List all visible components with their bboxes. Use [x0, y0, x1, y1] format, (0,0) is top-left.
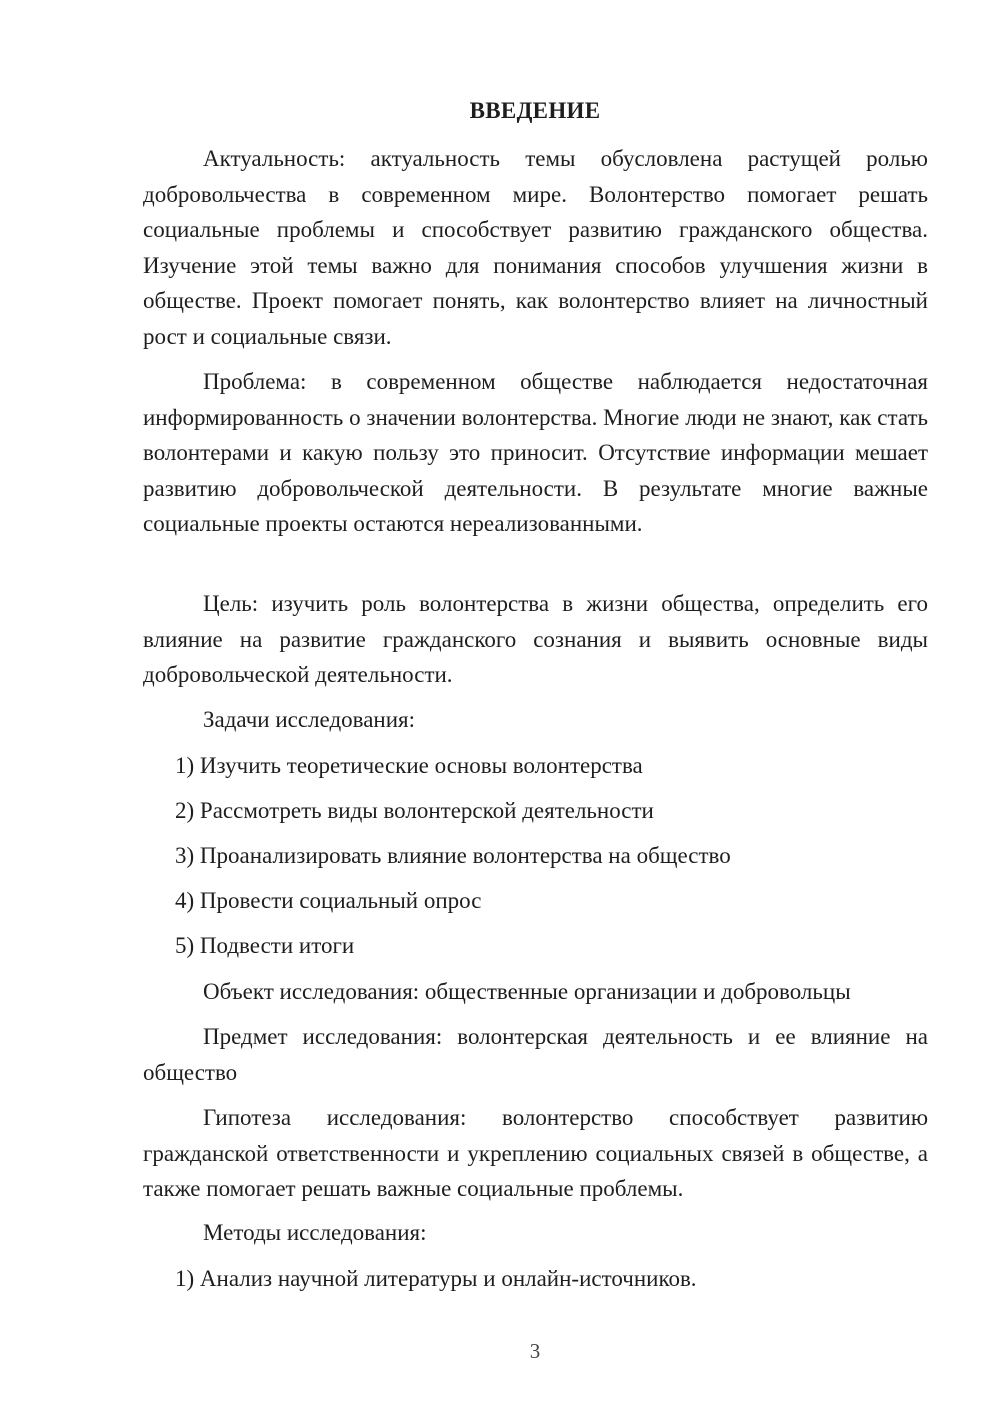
hypothesis-paragraph: Гипотеза исследования: волонтерство способствует развитию гражданской ответственности и укреплению социальных связей в обществе, а также помогает решать важные социальные проблемы.: [143, 1105, 928, 1201]
object-paragraph: Объект исследования: общественные организации и добровольцы: [203, 979, 851, 1004]
subject-paragraph: Предмет исследования: волонтерская деятельность и ее влияние на общество: [143, 1024, 928, 1085]
problem-paragraph: Проблема: в современном обществе наблюдается недостаточная информированность о значении волонтерства. Многие люди не знают, как стать волонтерами и какую пользу это приносит. Отсутствие информации мешает развитию добровольческой деятельности. В результате многие важные социальные проекты остаются нереализованными.: [143, 369, 928, 536]
task-item-5: 5) Подвести итоги: [175, 933, 355, 958]
task-item-2: 2) Рассмотреть виды волонтерской деятельности: [175, 798, 654, 823]
methods-heading: Методы исследования:: [203, 1220, 427, 1245]
task-item-4: 4) Провести социальный опрос: [175, 888, 482, 913]
relevance-paragraph: Актуальность: актуальность темы обусловлена растущей ролью добровольчества в современном мире. Волонтерство помогает решать социальные проблемы и способствует развитию гражданского общества. Изучение этой темы важно для понимания способов улучшения жизни в обществе. Проект помогает понять, как волонтерство влияет на личностный рост и социальные связи.: [143, 146, 928, 349]
goal-paragraph: Цель: изучить роль волонтерства в жизни общества, определить его влияние на развитие гражданского сознания и выявить основные виды добровольческой деятельности.: [143, 591, 928, 687]
task-item-1: 1) Изучить теоретические основы волонтерства: [175, 753, 643, 778]
task-item-3: 3) Проанализировать влияние волонтерства на общество: [175, 843, 731, 868]
page-number: 3: [529, 1339, 541, 1363]
page-title: ВВЕДЕНИЕ: [469, 98, 601, 123]
method-item-1: 1) Анализ научной литературы и онлайн-источников.: [175, 1266, 697, 1291]
tasks-heading: Задачи исследования:: [203, 707, 416, 732]
